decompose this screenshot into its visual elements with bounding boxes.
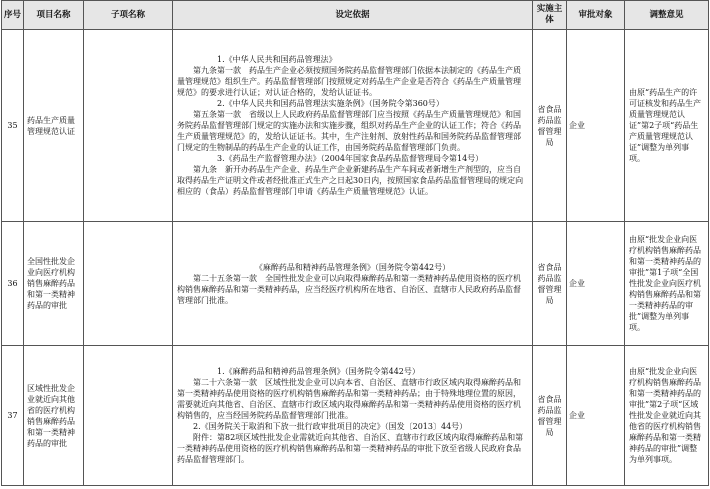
basis-paragraph: 第九条 新开办药品生产企业、药品生产企业新建药品生产车间或者新增生产剂型的，应当自取得药品生产证明文件或者经批准正式生产之日起30日内，按照国家食品药品监督管理局的规定向相应的（食品）药品监督管理部门申请《药品生产质量管理规范》认证。 <box>177 165 524 196</box>
row-implementing-body: 省食品药品监督管理局 <box>533 222 567 346</box>
header-no: 序号 <box>2 1 24 30</box>
basis-paragraph: 2.《国务院关于取消和下放一批行政审批项目的决定》（国发〔2013〕44号） <box>193 422 468 431</box>
basis-paragraph: 2.《中华人民共和国药品管理法实施条例》（国务院令第360号） <box>217 99 444 108</box>
header-sub-item-name: 子项名称 <box>84 1 173 30</box>
header-item-name: 项目名称 <box>24 1 84 30</box>
basis-paragraph: 第二十五条第一款 全国性批发企业可以向取得麻醉药品和第一类精神药品使用资格的医疗机构销售麻醉药品和第一类精神药品，应当经医疗机构所在地省、自治区、直辖市人民政府药品监督管理部门批准。 <box>177 273 521 305</box>
approval-items-table <box>1 0 709 486</box>
table-row <box>2 222 709 346</box>
basis-paragraph: 第九条第一款 药品生产企业必须按照国务院药品监督管理部门依据本法制定的《药品生产质量管理规范》组织生产。药品监督管理部门按照规定对药品生产企业是否符合《药品生产质量管理规范》的要求进行认证；对认证合格的，发给认证证书。 <box>177 66 521 97</box>
basis-paragraph: 1.《麻醉药品和精神药品管理条例》（国务院令第442号） <box>217 367 420 376</box>
row-implementing-body: 省食品药品监督管理局 <box>533 30 567 222</box>
header-basis: 设定依据 <box>173 1 533 30</box>
row-item-name: 全国性批发企业向医疗机构销售麻醉药品和第一类精神药品的审批 <box>24 222 84 346</box>
row-adjustment-opinion: 由原“批发企业向医疗机构销售麻醉药品和第一类精神药品的审批”第1子项“全国性批发企业向医疗机构销售麻醉药品和第一类精神药品的审批”调整为单列事项。 <box>625 222 709 346</box>
row-approval-target: 企业 <box>567 30 625 222</box>
row-basis <box>173 222 533 346</box>
row-sub-item-name <box>84 222 173 346</box>
row-approval-target: 企业 <box>567 222 625 346</box>
basis-paragraph: 1.《中华人民共和国药品管理法》 <box>217 55 337 64</box>
basis-paragraph: 3.《药品生产监督管理办法》（2004年国家食品药品监督管理局令第14号） <box>217 154 484 163</box>
row-sub-item-name <box>84 346 173 486</box>
header-row <box>2 1 709 30</box>
row-basis <box>173 346 533 486</box>
header-approval-target: 审批对象 <box>567 1 625 30</box>
row-item-name: 区域性批发企业就近向其他省的医疗机构销售麻醉药品和第一类精神药品的审批 <box>24 346 84 486</box>
row-implementing-body: 省食品药品监督管理局 <box>533 346 567 486</box>
row-no: 36 <box>2 222 24 346</box>
basis-paragraph: 《麻醉药品和精神药品管理条例》（国务院令第442号） <box>254 262 451 272</box>
header-implementing-body: 实施主体 <box>533 1 567 30</box>
basis-paragraph: 第二十六条第一款 区域性批发企业可以向本省、自治区、直辖市行政区域内取得麻醉药品和第一类精神药品使用资格的医疗机构销售麻醉药品和第一类精神药品；由于特殊地理位置的原因，需要就近向其他省、自治区、直辖市行政区域内取得麻醉药品和第一类精神药品使用资格的医疗机构销售的，应当经国务院药品监督管理部门批准。 <box>177 378 521 420</box>
header-adjustment-opinion: 调整意见 <box>625 1 709 30</box>
table-row <box>2 346 709 486</box>
row-adjustment-opinion: 由原“批发企业向医疗机构销售麻醉药品和第一类精神药品的审批”第2子项“区域性批发企业就近向其他省的医疗机构销售麻醉药品和第一类精神药品的审批”调整为单列事项。 <box>625 346 709 486</box>
row-no: 37 <box>2 346 24 486</box>
table-row <box>2 30 709 222</box>
basis-paragraph: 附件：第82项区域性批发企业需就近向其他省、自治区、直辖市行政区域内取得麻醉药品和第一类精神药品使用资格的医疗机构销售麻醉药品和第一类精神药品的审批下放至省级人民政府食品药品监督管理部门。 <box>177 433 524 464</box>
basis-paragraph: 第五条第一款 省级以上人民政府药品监督管理部门应当按照《药品生产质量管理规范》和国务院药品监督管理部门规定的实施办法和实施步骤，组织对药品生产企业的认证工作；符合《药品生产质量管理规范》的，发给认证证书。其中，生产注射剂、放射性药品和国务院药品监督管理部门规定的生物制品的药品生产企业的认证工作，由国务院药品监督管理部门负责。 <box>177 110 521 152</box>
row-adjustment-opinion: 由原“药品生产的许可证核发和药品生产质量管理规范认证”第2子项“药品生产质量管理规范认证”调整为单列事项。 <box>625 30 709 222</box>
row-basis <box>173 30 533 222</box>
row-approval-target: 企业 <box>567 346 625 486</box>
row-sub-item-name <box>84 30 173 222</box>
row-no: 35 <box>2 30 24 222</box>
row-item-name: 药品生产质量管理规范认证 <box>24 30 84 222</box>
